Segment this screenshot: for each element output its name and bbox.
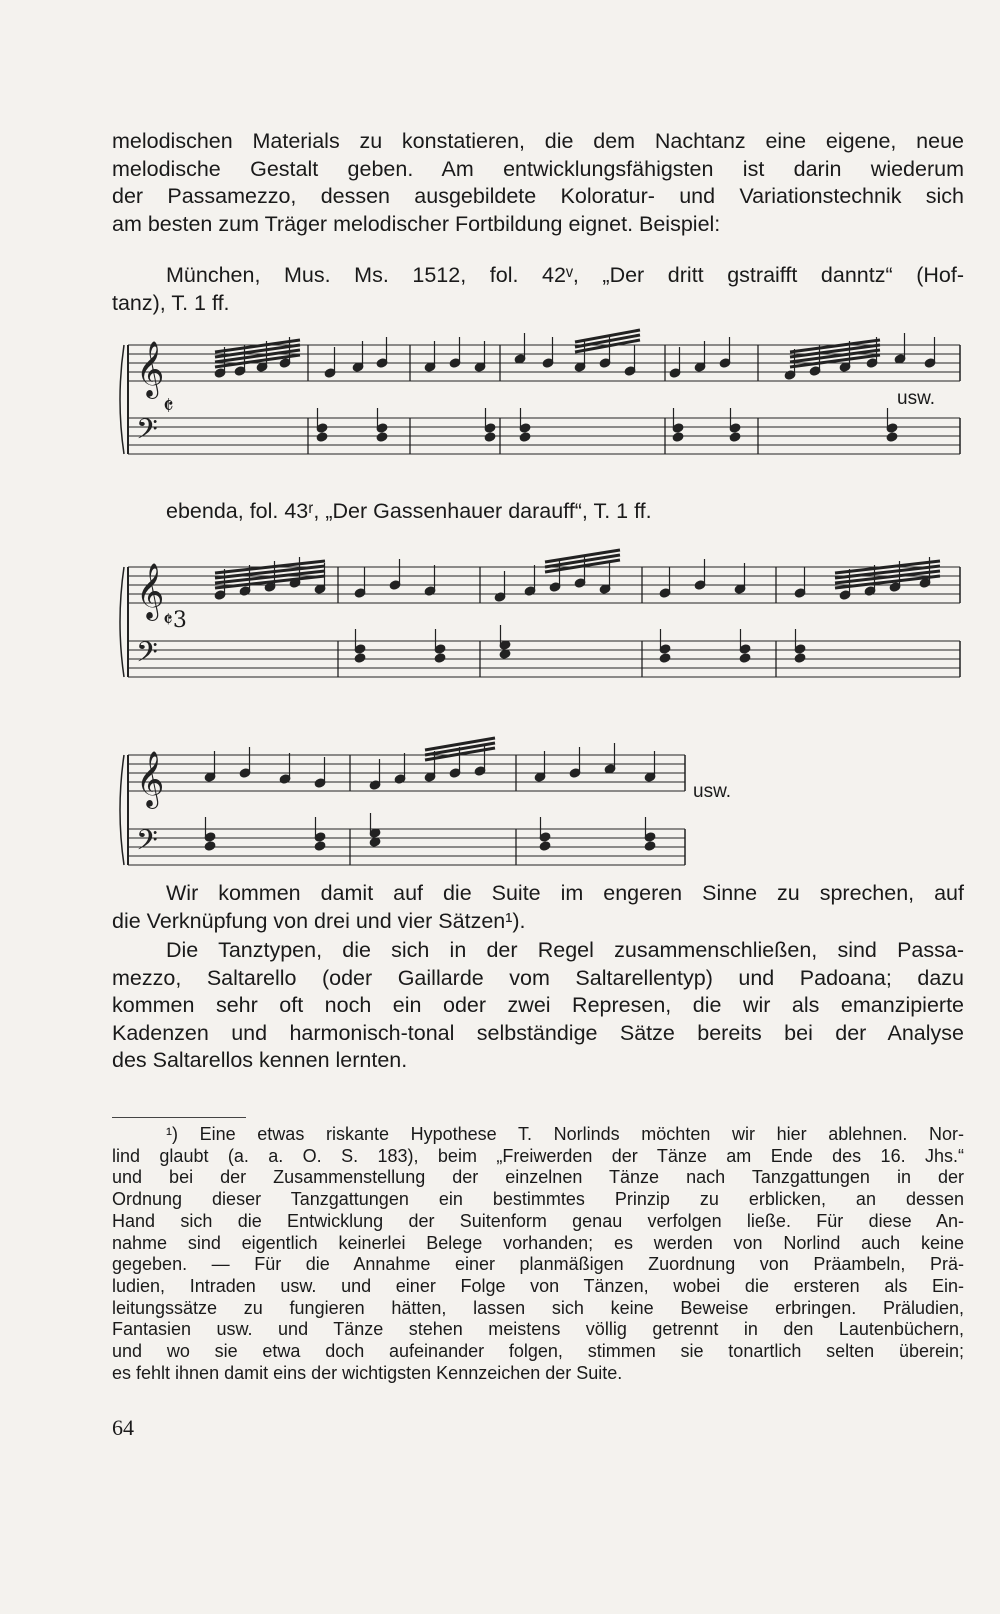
system2-note [354,653,366,664]
caption-line: tanz), T. 1 ff. [112,290,230,315]
footnote-line: Hand sich die Entwicklung der Suitenform genau verfolgen ließe. Für diese An- [112,1210,964,1231]
caption-line: München, Mus. Ms. 1512, fol. 42ᵛ, „Der dritt gstraifft danntz“ (Hof- [166,263,964,287]
footnote-line: leitungssätze zu fungieren hätten, lassen sich keine Beweise erbringen. Präludien, [112,1297,964,1318]
system3-note [204,841,216,852]
system3-brace [120,755,124,865]
text-line: mezzo, Saltarello (oder Gaillarde vom Saltarellentyp) und Padoana; dazu [112,965,964,990]
paragraph-3 [112,937,964,1075]
system3-note [539,841,551,852]
example2-caption: ebenda, fol. 43ʳ, „Der Gassenhauer darauff“, T. 1 ff. [166,499,652,523]
system1-treble-clef: 𝄞 [136,341,165,397]
text-line: der Passamezzo, dessen ausgebildete Koloratur- und Variationstechnik sich [112,184,964,208]
text-line: am besten zum Träger melodischer Fortbildung eignet. Beispiel: [112,211,721,236]
footnote-line: ludien, Intraden usw. und einer Folge von Tänzen, wobei die ersteren als Ein- [112,1275,964,1296]
footnote-line: Ordnung dieser Tanzgattungen ein bestimmtes Prinzip zu erblicken, an dessen [112,1189,964,1210]
text-line: Kadenzen und harmonisch-tonal selbständige Sätze bereits bei der Analyse [112,1020,964,1045]
system3-note [314,841,326,852]
footnote-line: und wo sie etwa doch aufeinander folgen, stimmen sie tonartlich selten überein; [112,1341,964,1362]
system3-bass-clef: 𝄢 [136,824,158,864]
text-line: die Verknüpfung von drei und vier Sätzen¹). [112,908,526,933]
system1-note [672,432,684,443]
system1-note [316,432,328,443]
time-signature-2: 𝄵3 [163,608,187,633]
system1-note [484,432,496,443]
text-line: melodischen Materials zu konstatieren, die dem Nachtanz eine eigene, neue [112,129,964,153]
system1-note [519,432,531,443]
footnote-line: lind glaubt (a. a. O. S. 183), beim „Freiwerden der Tänze am Ende des 16. Jhs.“ [112,1145,964,1166]
footnote-separator [112,1117,246,1118]
system3-treble-clef: 𝄞 [136,751,165,807]
footnote-line: und bei der Zusammenstellung der einzelnen Tänze nach Tanzgattungen in der [112,1167,964,1188]
system1-brace [120,345,124,454]
system2-bass-clef: 𝄢 [136,636,158,676]
text-line: kommen sehr oft noch ein oder zwei Represen, die wir als emanzipierte [112,993,964,1017]
system1-note [729,432,741,443]
system1-note [886,432,898,443]
system3-note [644,841,656,852]
footnote-line: ¹) Eine etwas riskante Hypothese T. Norlinds möchten wir hier ablehnen. Nor- [166,1124,964,1144]
text-line: des Saltarellos kennen lernten. [112,1048,408,1072]
system2-treble-clef: 𝄞 [136,563,165,619]
system2-brace [120,567,124,677]
text-line: Wir kommen damit auf die Suite im engeren Sinne zu sprechen, auf [166,881,964,905]
page-number: 64 [112,1415,134,1440]
usw-label-1: usw. [897,388,936,409]
system2-note [659,653,671,664]
footnote [112,1124,964,1384]
footnote-line: gegeben. — Für die Annahme einer planmäßigen Zuordnung von Präambeln, Prä- [112,1254,964,1275]
text-line: Die Tanztypen, die sich in der Regel zusammenschließen, sind Passa- [166,938,964,962]
paragraph-2 [112,880,964,935]
footnote-line: es fehlt ihnen damit eins der wichtigsten Kennzeichen der Suite. [112,1362,623,1383]
system2-note [434,653,446,664]
system2-note [739,653,751,664]
system1-note [376,432,388,443]
text-line: melodische Gestalt geben. Am entwicklungsfähigsten ist darin wiederum [112,156,964,181]
time-signature-1: 𝄵 [163,392,174,420]
footnote-line: nahme sind eigentlich keinerlei Belege vorhanden; es werden von Norlind auch keine [112,1232,964,1253]
system1-bass-clef: 𝄢 [136,413,158,453]
usw-label-2: usw. [693,781,732,802]
footnote-line: Fantasien usw. und Tänze stehen meistens völlig getrennt in den Lautenbüchern, [112,1319,964,1340]
system2-note [794,653,806,664]
